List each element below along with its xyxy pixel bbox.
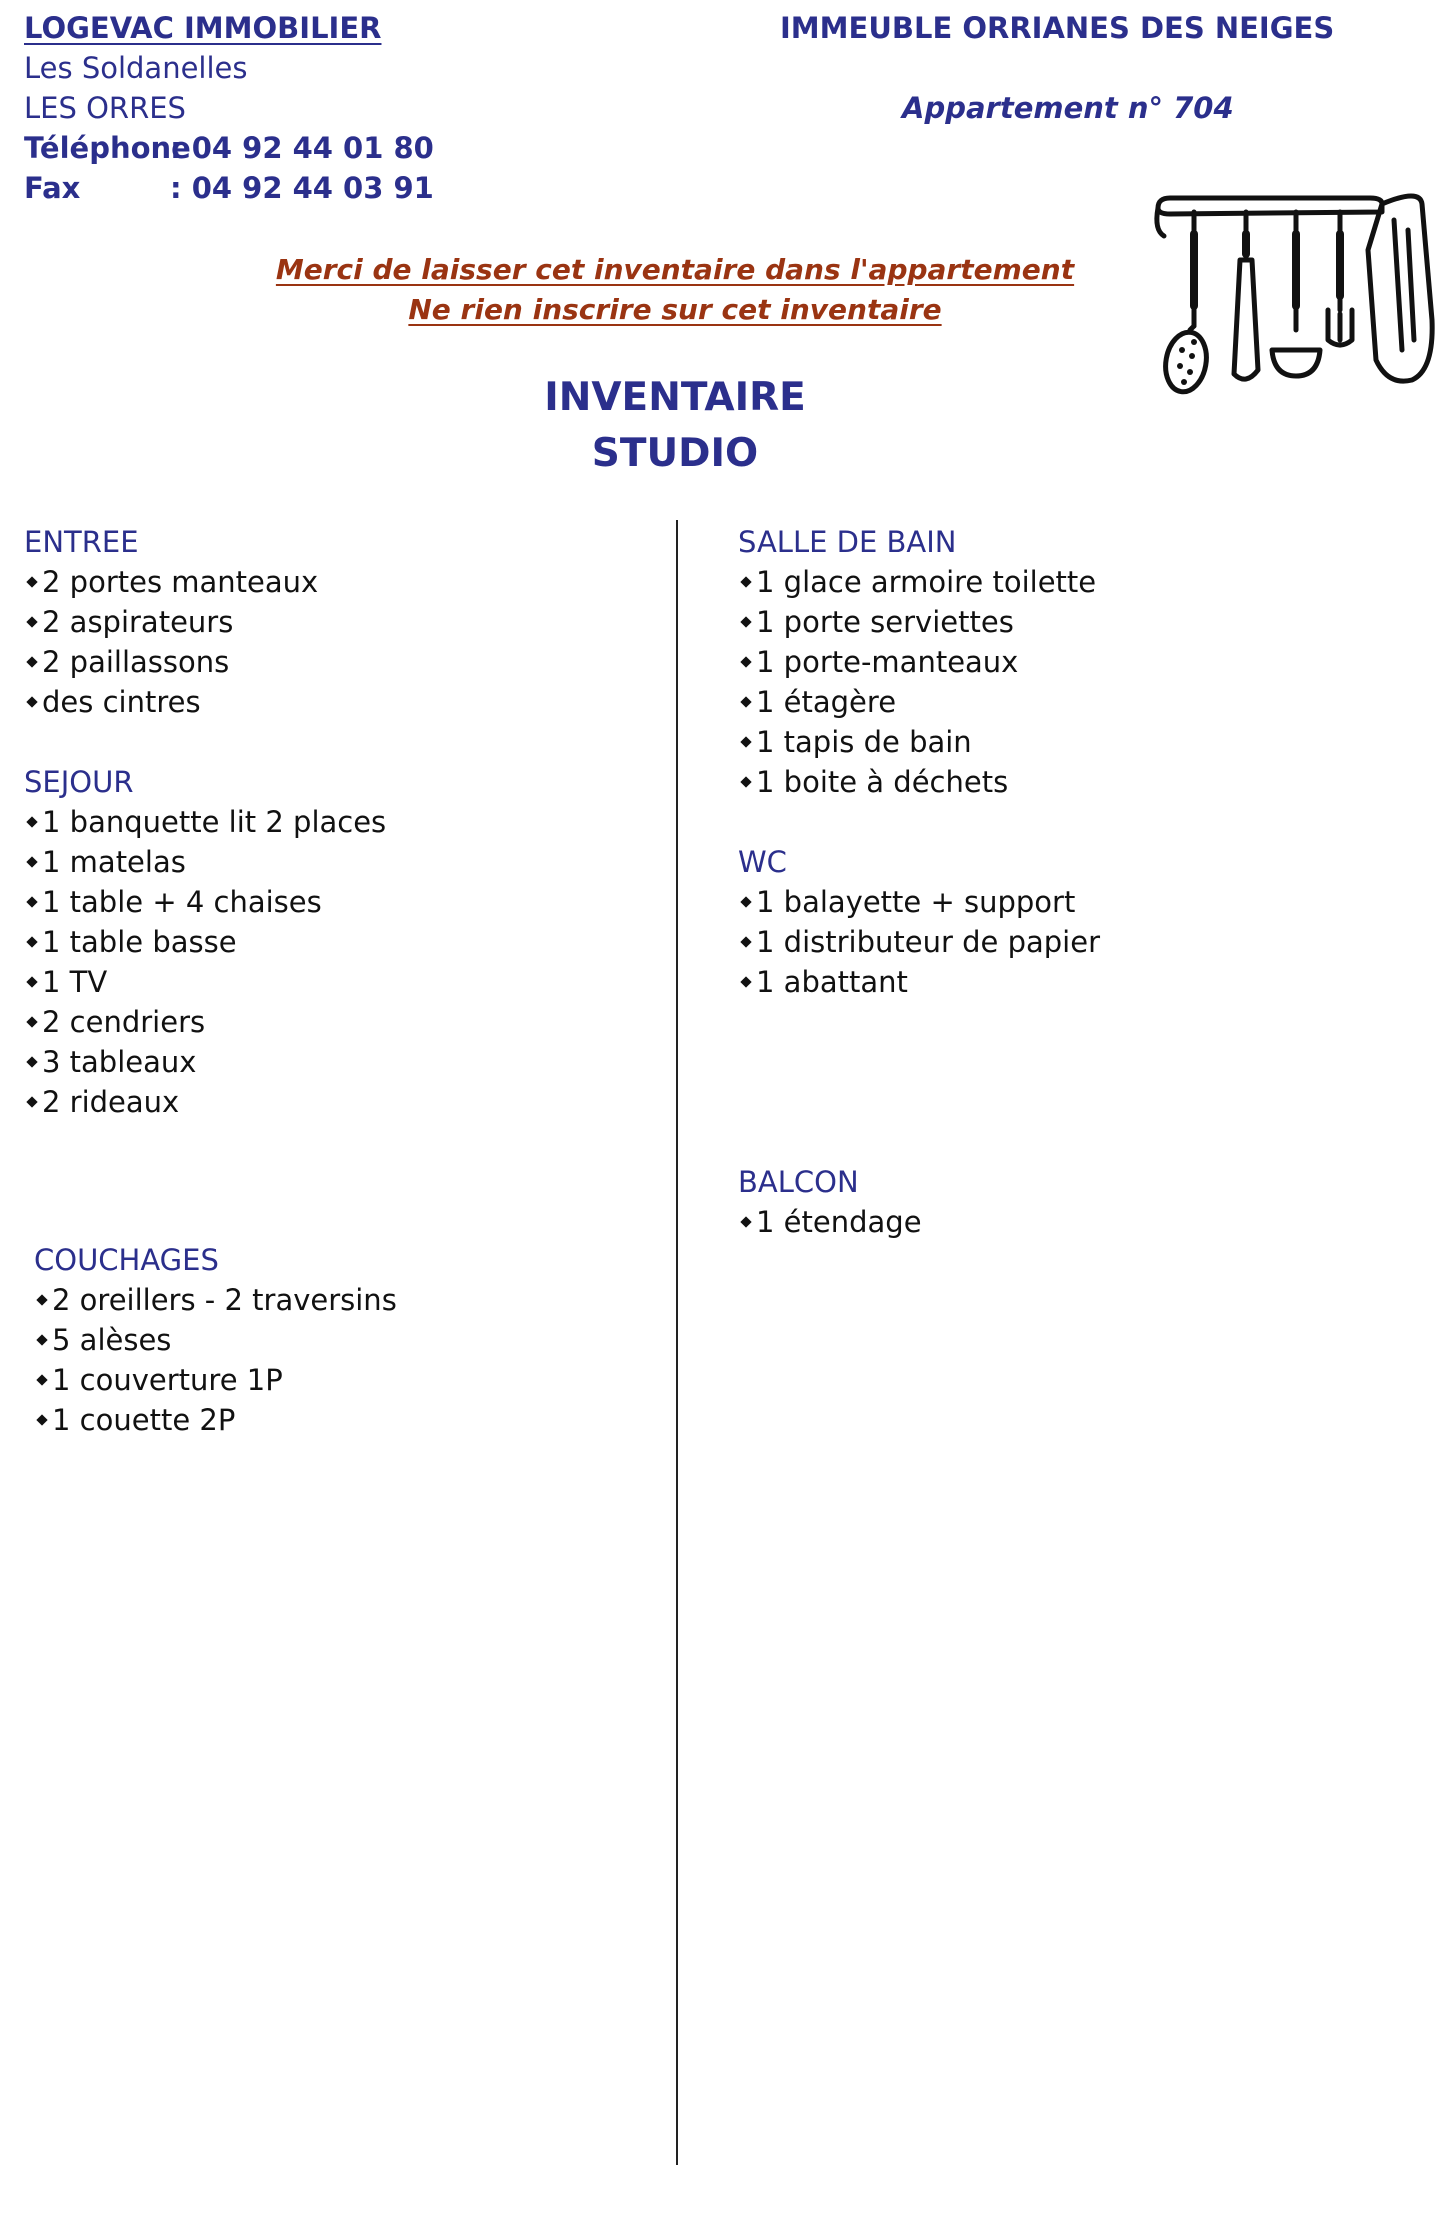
item-label: 1 balayette + support <box>756 885 1076 919</box>
bullet-icon <box>740 936 751 947</box>
column-divider <box>676 520 678 2165</box>
bullet-icon <box>26 616 37 627</box>
item-label: 1 porte serviettes <box>756 605 1014 639</box>
item-label: 1 matelas <box>42 845 186 879</box>
agency-phone-value: : 04 92 44 01 80 <box>170 131 434 165</box>
list-item <box>34 1400 397 1440</box>
agency-address-line2: LES ORRES <box>24 91 186 125</box>
section-title: SALLE DE BAIN <box>738 525 957 559</box>
item-list <box>738 562 1096 802</box>
page-subtitle: STUDIO <box>591 431 759 476</box>
list-item <box>738 962 1100 1002</box>
section-balcon <box>738 1162 922 1242</box>
list-item <box>34 1360 397 1400</box>
bullet-icon <box>26 1056 37 1067</box>
list-item <box>34 1280 397 1320</box>
list-item <box>738 722 1096 762</box>
bullet-icon <box>26 816 37 827</box>
bullet-icon <box>36 1294 47 1305</box>
bullet-icon <box>740 776 751 787</box>
section-couchages <box>34 1240 397 1440</box>
agency-fax-label: Fax <box>24 171 81 205</box>
bullet-icon <box>26 656 37 667</box>
apartment-number: Appartement n° 704 <box>902 91 1234 125</box>
item-label: 2 oreillers - 2 traversins <box>52 1283 397 1317</box>
item-list <box>738 1202 922 1242</box>
bullet-icon <box>26 936 37 947</box>
list-item <box>24 962 386 1002</box>
section-sejour <box>24 762 386 1122</box>
item-label: 2 paillassons <box>42 645 230 679</box>
agency-address-line1: Les Soldanelles <box>24 51 248 85</box>
bullet-icon <box>740 656 751 667</box>
item-label: 1 couverture 1P <box>52 1363 283 1397</box>
list-item <box>24 842 386 882</box>
building-name: IMMEUBLE ORRIANES DES NEIGES <box>780 11 1335 45</box>
section-title: ENTREE <box>24 525 139 559</box>
item-list <box>24 802 386 1122</box>
bullet-icon <box>26 976 37 987</box>
section-salle-de-bain <box>738 522 1096 802</box>
agency-name: LOGEVAC IMMOBILIER <box>24 11 382 45</box>
item-label: 1 table + 4 chaises <box>42 885 322 919</box>
list-item <box>24 682 318 722</box>
section-wc <box>738 842 1100 1002</box>
bullet-icon <box>740 896 751 907</box>
item-label: 2 portes manteaux <box>42 565 319 599</box>
bullet-icon <box>740 696 751 707</box>
item-list <box>34 1280 397 1440</box>
list-item <box>738 562 1096 602</box>
item-label: 2 aspirateurs <box>42 605 234 639</box>
bullet-icon <box>26 856 37 867</box>
bullet-icon <box>26 696 37 707</box>
item-list <box>738 882 1100 1002</box>
item-label: 1 table basse <box>42 925 237 959</box>
list-item <box>24 802 386 842</box>
list-item <box>738 1202 922 1242</box>
bullet-icon <box>36 1334 47 1345</box>
item-label: 1 boite à déchets <box>756 765 1009 799</box>
bullet-icon <box>740 576 751 587</box>
bullet-icon <box>26 1016 37 1027</box>
list-item <box>24 562 318 602</box>
item-list <box>24 562 318 722</box>
list-item <box>24 1042 386 1082</box>
item-label: 1 étendage <box>756 1205 922 1239</box>
agency-phone-label: Téléphone <box>24 131 191 165</box>
item-label: 1 couette 2P <box>52 1403 236 1437</box>
bullet-icon <box>740 736 751 747</box>
list-item <box>738 922 1100 962</box>
item-label: 1 glace armoire toilette <box>756 565 1097 599</box>
bullet-icon <box>26 576 37 587</box>
list-item <box>24 642 318 682</box>
list-item <box>24 882 386 922</box>
agency-fax-value: : 04 92 44 03 91 <box>170 171 434 205</box>
bullet-icon <box>740 616 751 627</box>
section-title: BALCON <box>738 1165 859 1199</box>
item-label: 1 abattant <box>756 965 908 999</box>
section-title: WC <box>738 845 787 879</box>
section-entree <box>24 522 318 722</box>
list-item <box>24 922 386 962</box>
section-title: SEJOUR <box>24 765 134 799</box>
section-title: COUCHAGES <box>34 1243 219 1277</box>
notice-do-not-write: Ne rien inscrire sur cet inventaire <box>408 293 942 326</box>
item-label: 5 alèses <box>52 1323 172 1357</box>
bullet-icon <box>740 976 751 987</box>
bullet-icon <box>36 1374 47 1385</box>
page-title: INVENTAIRE <box>544 375 806 420</box>
item-label: 1 TV <box>42 965 108 999</box>
item-label: 1 porte-manteaux <box>756 645 1019 679</box>
list-item <box>738 602 1096 642</box>
item-label: 3 tableaux <box>42 1045 197 1079</box>
item-label: 2 rideaux <box>42 1085 180 1119</box>
item-label: 1 distributeur de papier <box>756 925 1100 959</box>
list-item <box>738 882 1100 922</box>
item-label: des cintres <box>42 685 201 719</box>
list-item <box>34 1320 397 1360</box>
item-label: 2 cendriers <box>42 1005 206 1039</box>
bullet-icon <box>740 1216 751 1227</box>
list-item <box>24 602 318 642</box>
bullet-icon <box>26 1096 37 1107</box>
bullet-icon <box>26 896 37 907</box>
list-item <box>24 1002 386 1042</box>
list-item <box>738 762 1096 802</box>
list-item <box>24 1082 386 1122</box>
item-label: 1 étagère <box>756 685 897 719</box>
list-item <box>738 682 1096 722</box>
item-label: 1 banquette lit 2 places <box>42 805 387 839</box>
bullet-icon <box>36 1414 47 1425</box>
list-item <box>738 642 1096 682</box>
notice-leave-inventory: Merci de laisser cet inventaire dans l'appartement <box>275 253 1075 286</box>
item-label: 1 tapis de bain <box>756 725 972 759</box>
